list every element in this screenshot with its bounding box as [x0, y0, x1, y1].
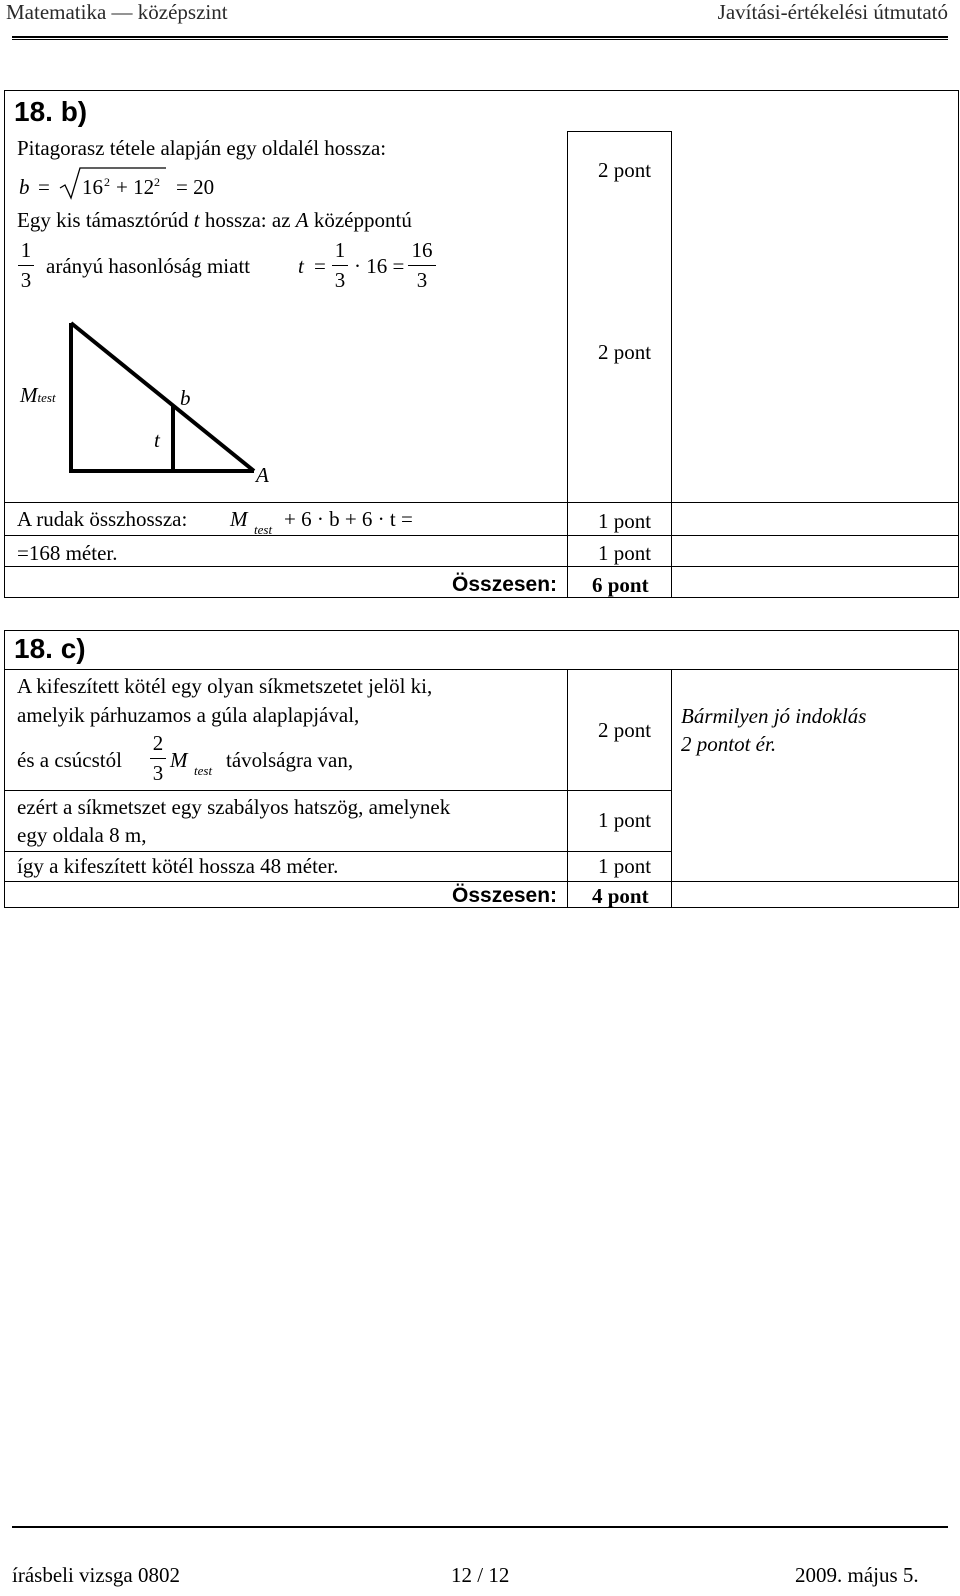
eq-result: = 20 — [176, 175, 215, 199]
text-similarity: arányú hasonlóság miatt — [46, 254, 251, 278]
fig-label-M: Mtest — [20, 383, 56, 407]
points-18c-3: 1 pont — [598, 854, 652, 878]
text-rope-length: így a kifeszített kötél hossza 48 méter. — [17, 854, 339, 878]
fig-label-t: t — [154, 428, 160, 452]
text-plane-section-1: A kifeszített kötél egy olyan síkmetszetet jelöl ki, — [17, 674, 433, 698]
eq-16: 16 — [82, 175, 103, 199]
text-support-rod: Egy kis támasztórúd t hossza: az A középpontú — [17, 208, 412, 232]
eq-M-test-sub: test — [254, 522, 273, 537]
fraction-16-thirds: 16 3 — [408, 238, 436, 292]
fig-label-b: b — [180, 386, 191, 410]
points-18b-4: 1 pont — [598, 541, 652, 565]
total-points-18b: 6 pont — [592, 573, 649, 597]
points-18c-1: 2 pont — [598, 718, 652, 742]
text-distance: távolságra van, — [226, 748, 354, 772]
points-18c-2: 1 pont — [598, 808, 652, 832]
triangle-figure — [60, 318, 260, 478]
total-label-18c: Összesen: — [452, 884, 558, 907]
footer-page-number: 12 / 12 — [451, 1563, 510, 1587]
eq-rods-sum: + 6 · b + 6 · t = — [284, 507, 413, 531]
footer-exam-id: írásbeli vizsga 0802 — [12, 1563, 180, 1587]
eq-sup-2: 2 — [154, 175, 160, 189]
total-label-18b: Összesen: — [452, 573, 558, 596]
text-168-meters: =168 méter. — [17, 541, 118, 565]
header-subject: Matematika — középszint — [6, 0, 228, 24]
text-total-length: A rudak összhossza: — [17, 507, 188, 531]
section-title-18b: 18. b) — [14, 96, 88, 127]
eq-plus12: + 12 — [116, 175, 155, 199]
header-rule-thin — [12, 39, 948, 40]
eq-times-16: · 16 = — [354, 254, 405, 278]
note-any-justification: Bármilyen jó indoklás — [681, 704, 867, 728]
eq-t-var: t — [298, 254, 304, 278]
points-18b-2: 2 pont — [598, 340, 652, 364]
eq-M-test-c: M — [170, 748, 188, 772]
fig-label-A: A — [256, 463, 269, 487]
fraction-one-third: 1 3 — [18, 238, 34, 292]
note-two-points: 2 pontot ér. — [681, 732, 777, 756]
eq-t-equals: = — [314, 254, 326, 278]
eq-b-var: b — [19, 175, 30, 199]
eq-equals: = — [38, 175, 50, 199]
text-hexagon-2: egy oldala 8 m, — [17, 823, 147, 847]
header-rule — [12, 36, 948, 38]
section-title-18c: 18. c) — [14, 633, 86, 664]
fraction-two-thirds: 2 3 — [150, 731, 166, 785]
text-plane-section-2: amelyik párhuzamos a gúla alaplapjával, — [17, 703, 360, 727]
fraction-one-third-2: 1 3 — [332, 238, 348, 292]
eq-sup-1: 2 — [104, 175, 110, 189]
footer-rule — [12, 1526, 948, 1528]
total-points-18c: 4 pont — [592, 884, 649, 908]
eq-M-test: M — [230, 507, 248, 531]
points-18b-1: 2 pont — [598, 158, 652, 182]
text-from-apex: és a csúcstól — [17, 748, 122, 772]
text-pythagoras: Pitagorasz tétele alapján egy oldalél hossza: — [17, 136, 387, 160]
header-guide: Javítási-értékelési útmutató — [717, 0, 948, 24]
text-hexagon-1: ezért a síkmetszet egy szabályos hatszög, amelynek — [17, 795, 451, 819]
footer-date: 2009. május 5. — [795, 1563, 919, 1587]
points-18b-3: 1 pont — [598, 509, 652, 533]
eq-M-test-c-sub: test — [194, 763, 213, 778]
